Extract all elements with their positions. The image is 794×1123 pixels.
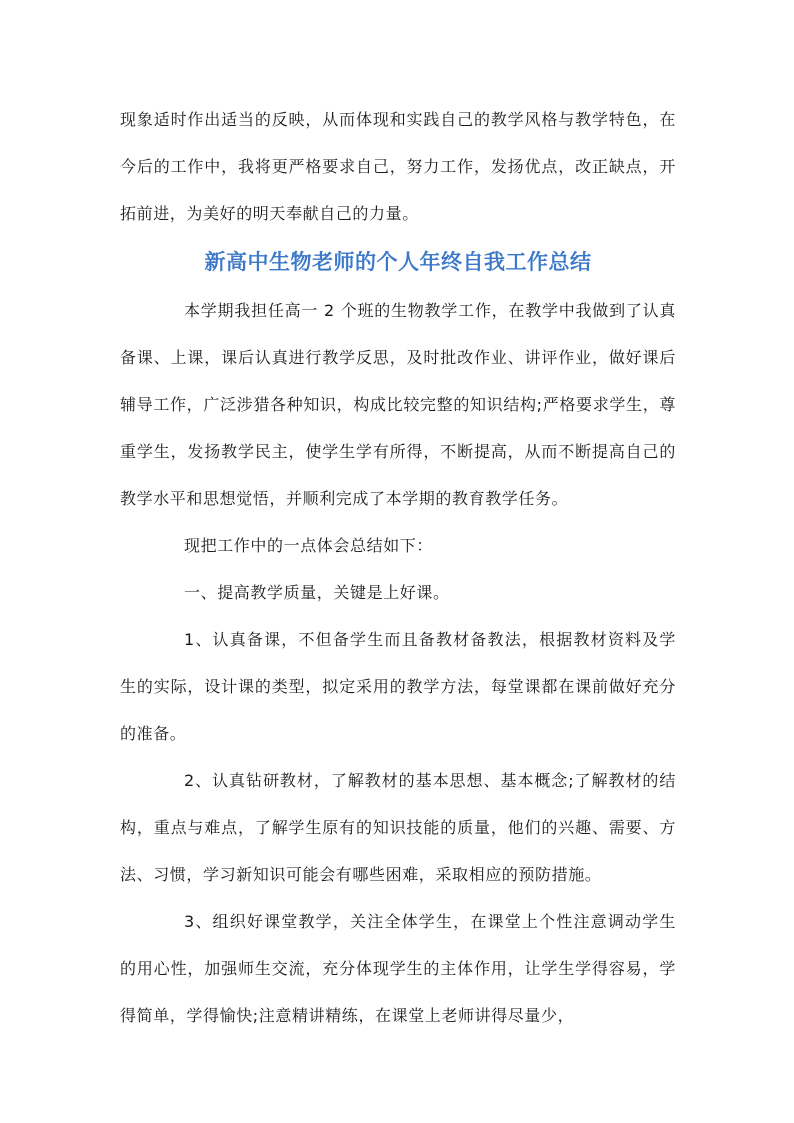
document-body	[120, 96, 676, 1039]
paragraph-summary-lead: 现把工作中的一点体会总结如下：	[184, 536, 434, 555]
section-heading-1: 一、提高教学质量，关键是上好课。	[184, 583, 450, 602]
paragraph-intro: 本学期我担任高一 2 个班的生物教学工作，在教学中我做到了认真备课、上课，课后认真进行教学反思，及时批改作业、讲评作业，做好课后辅导工作，广泛涉猎各种知识，构成比较完整的知识结构;严格要求学生，尊重学生，发扬教学民主，使学生学有所得，不断提高，从而不断提高自己的教学水平和思想觉悟，并顺利完成了本学期的教育教学任务。	[120, 301, 676, 508]
paragraph-item-2: 2、认真钻研教材，了解教材的基本思想、基本概念;了解教材的结构，重点与难点，了解学生原有的知识技能的质量，他们的兴趣、需要、方法、习惯，学习新知识可能会有哪些困难，采取相应的预防措施。	[120, 771, 676, 884]
document-title: 新高中生物老师的个人年终自我工作总结	[204, 250, 592, 274]
paragraph-item-1: 1、认真备课，不但备学生而且备教材备教法，根据教材资料及学生的实际，设计课的类型，拟定采用的教学方法，每堂课都在课前做好充分的准备。	[120, 630, 676, 743]
paragraph-item-3: 3、组织好课堂教学，关注全体学生，在课堂上个性注意调动学生的用心性，加强师生交流，充分体现学生的主体作用，让学生学得容易，学得简单，学得愉快;注意精讲精练，在课堂上老师讲得尽量少，	[120, 912, 676, 1025]
continuation-paragraph: 现象适时作出适当的反映，从而体现和实践自己的教学风格与教学特色，在今后的工作中，我将更严格要求自己，努力工作，发扬优点，改正缺点，开拓前进，为美好的明天奉献自己的力量。	[120, 110, 676, 223]
